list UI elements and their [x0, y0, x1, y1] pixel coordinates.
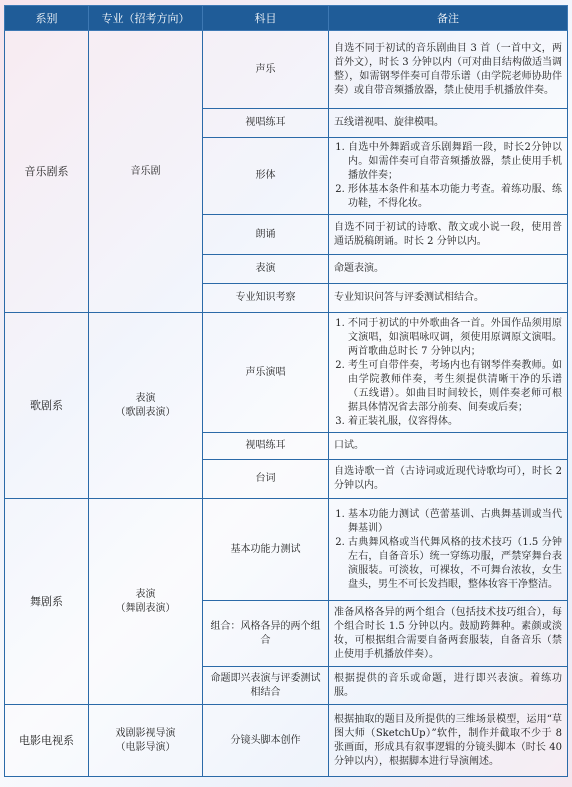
subject-cell: 声乐演唱	[203, 313, 329, 433]
note-cell	[329, 499, 568, 601]
major-line: 戏剧影视导演	[115, 727, 176, 739]
note-cell: 专业知识问答与评委测试相结合。	[329, 284, 568, 313]
list-item: 2. 考生可自带伴奏，考场内也有钢琴伴奏教师。如由学院教师伴奏，考生须提供清晰干净的乐谱（五线谱）。如曲目时间较长，则伴奏老师可根据具体情况省去部分前奏、间奏或后奏；	[348, 359, 562, 415]
table-row	[5, 499, 568, 601]
header-notes: 备注	[329, 6, 568, 31]
table-row	[5, 313, 568, 433]
list-item: 1. 自选中外舞蹈或音乐剧舞蹈一段，时长2分钟以内。如需伴奏可自带音频播放器，禁止使用手机播放伴奏；	[348, 141, 562, 183]
subject-cell: 声乐	[203, 31, 329, 109]
subject-cell: 命题即兴表演与评委测试相结合	[203, 667, 329, 705]
note-cell: 五线谱视唱、旋律模唱。	[329, 109, 568, 138]
list-item: 1. 不同于初试的中外歌曲各一首。外国作品须用原文演唱，如演唱咏叹调，须使用原调原文演唱。两首歌曲总时长 7 分钟以内；	[348, 317, 562, 359]
subject-cell: 专业知识考察	[203, 284, 329, 313]
department-music-theatre: 音乐剧系	[5, 31, 89, 313]
note-cell: 自选不同于初试的诗歌、散文或小说一段，使用普通话脱稿朗诵。时长 2 分钟以内。	[329, 215, 568, 255]
subject-cell: 表演	[203, 255, 329, 284]
list-item: 2. 古典舞风格或当代舞风格的技术技巧（1.5 分钟左右，自备音乐）统一穿练功服，严禁穿舞台表演服装。可淡妆，可裸妆，不可舞台浓妆，女生盘头，男生不可长发挡眼，整体妆容干净整洁。	[348, 536, 562, 592]
major-music-theatre: 音乐剧	[89, 31, 203, 313]
note-cell: 自选诗歌一首（古诗词或近现代诗歌均可），时长 2 分钟以内。	[329, 460, 568, 499]
note-cell: 口试。	[329, 433, 568, 460]
subject-cell: 基本功能力测试	[203, 499, 329, 601]
subject-cell: 台词	[203, 460, 329, 499]
table-row	[5, 31, 568, 109]
major-film-directing	[89, 705, 203, 777]
table-header-row	[5, 6, 568, 31]
note-cell: 根据提供的音乐或命题，进行即兴表演。着练功服。	[329, 667, 568, 705]
major-line: （舞剧表演）	[115, 602, 176, 614]
subject-cell: 形体	[203, 138, 329, 215]
subject-cell: 组合：风格各异的两个组合	[203, 601, 329, 667]
header-subject: 科目	[203, 6, 329, 31]
subject-cell: 分镜头脚本创作	[203, 705, 329, 777]
major-line: 表演	[135, 392, 156, 404]
subject-cell: 朗诵	[203, 215, 329, 255]
header-major: 专业（招考方向）	[89, 6, 203, 31]
note-cell: 准备风格各异的两个组合（包括技术技巧组合），每个组合时长 1.5 分钟以内。鼓励跨舞种。素颜或淡妆，可根据组合需要自备两套服装，自备音乐（禁止使用手机播放伴奏）。	[329, 601, 568, 667]
note-list	[334, 508, 562, 592]
major-opera	[89, 313, 203, 499]
list-item: 2. 形体基本条件和基本功能力考查。着练功服、练功鞋，不得化妆。	[348, 183, 562, 211]
department-dance-drama: 舞剧系	[5, 499, 89, 705]
exam-requirements-table	[4, 5, 568, 777]
note-list	[334, 317, 562, 429]
subject-cell: 视唱练耳	[203, 109, 329, 138]
list-item: 1. 基本功能力测试（芭蕾基训、古典舞基训或当代舞基训）	[348, 508, 562, 536]
department-film-tv: 电影电视系	[5, 705, 89, 777]
note-cell	[329, 313, 568, 433]
note-list	[334, 141, 562, 211]
note-cell: 命题表演。	[329, 255, 568, 284]
list-item: 3. 着正装礼服，仪容得体。	[348, 415, 562, 429]
note-cell: 根据抽取的题目及所提供的三维场景模型，运用“草图大师（SketchUp）”软件，制作并截取不少于 8 张画面，形成具有叙事逻辑的分镜头脚本（时长 40 分钟以内），根据脚本进行导演阐述。	[329, 705, 568, 777]
major-line: （电影导演）	[115, 741, 176, 753]
note-cell: 自选不同于初试的音乐剧曲目 3 首（一首中文，两首外文），时长 3 分钟以内（可对曲目结构做适当调整），如需钢琴伴奏可自带乐谱（由学院老师协助伴奏）或自带音频播放器，禁止使用手机播放伴奏。	[329, 31, 568, 109]
table-row	[5, 705, 568, 777]
major-line: 表演	[135, 588, 156, 600]
department-opera: 歌剧系	[5, 313, 89, 499]
major-line: （歌剧表演）	[115, 406, 176, 418]
header-department: 系别	[5, 6, 89, 31]
note-cell	[329, 138, 568, 215]
exam-table-wrapper	[4, 5, 567, 777]
major-dance-drama	[89, 499, 203, 705]
subject-cell: 视唱练耳	[203, 433, 329, 460]
